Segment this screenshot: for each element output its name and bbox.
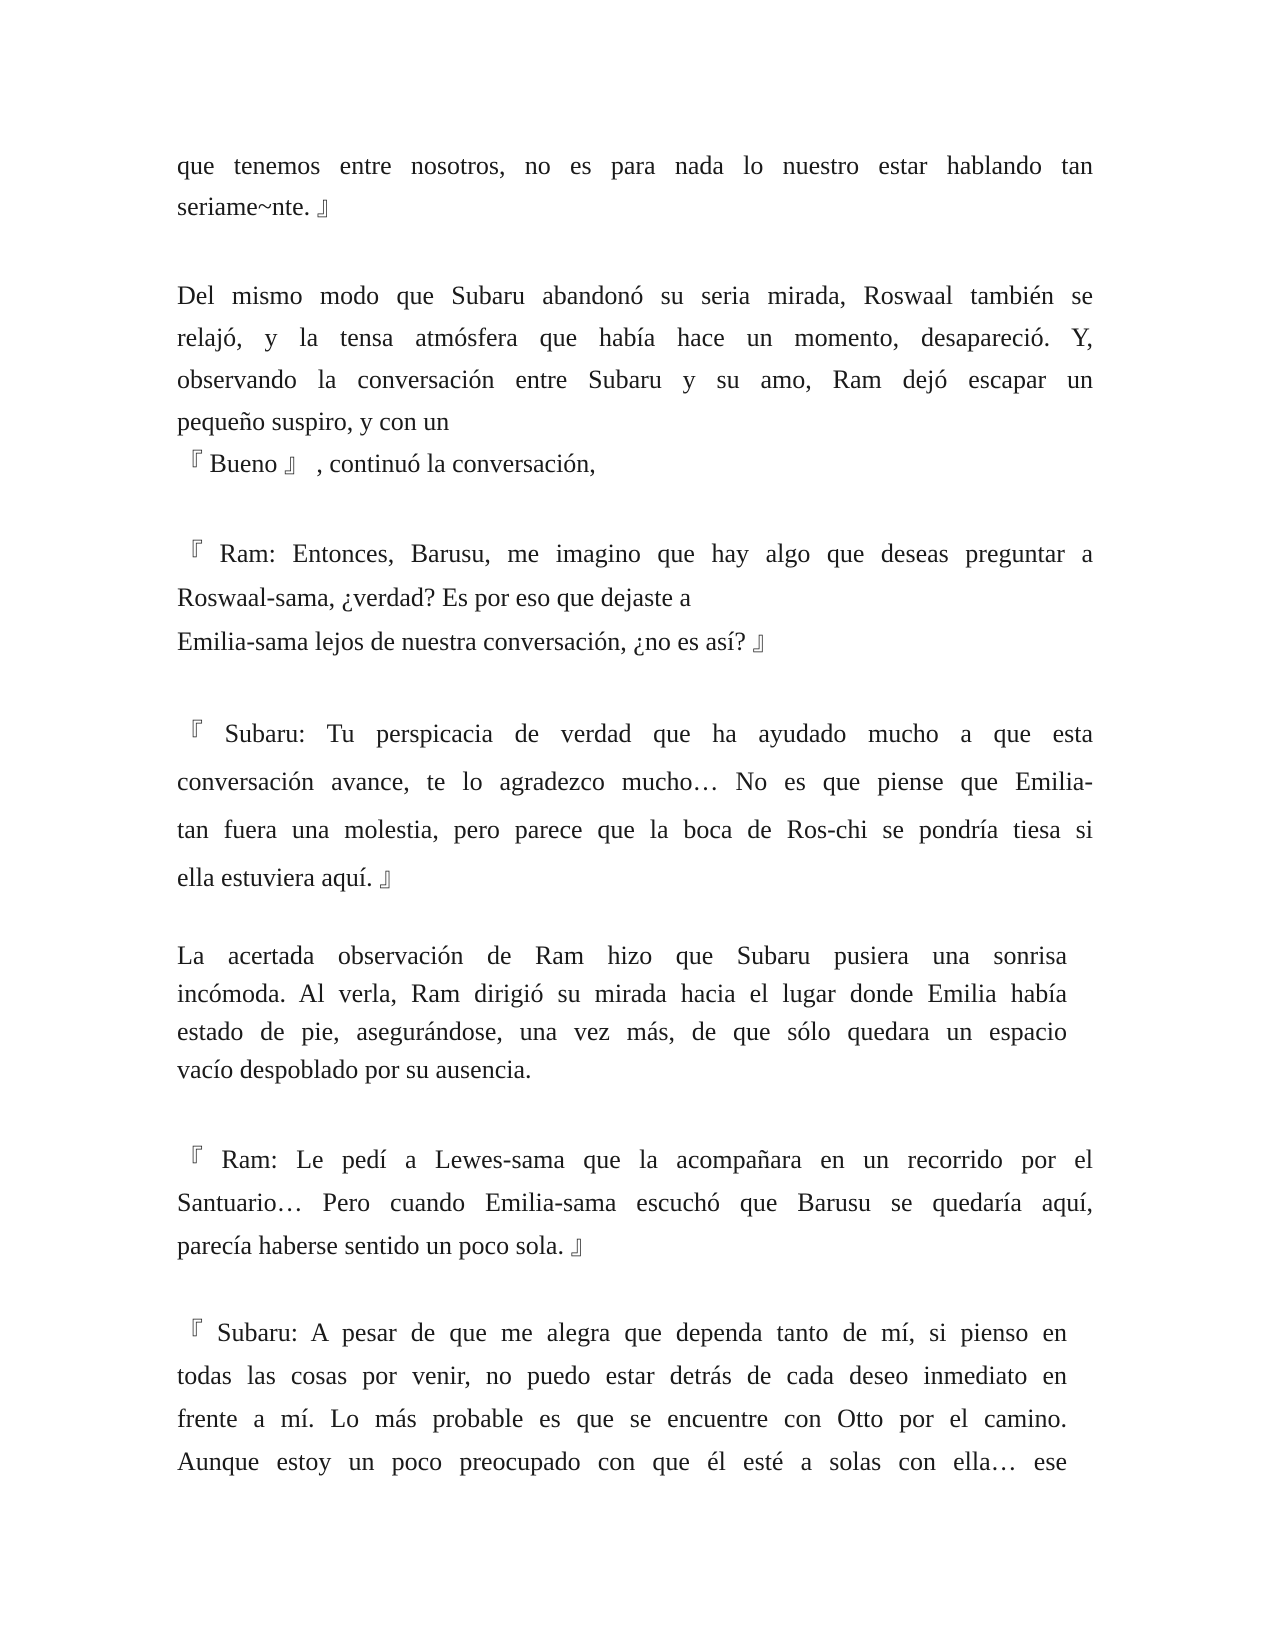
text-line: tan fuera una molestia, pero parece que la boca de Ros-chi se pondría tiesa si [177,815,1093,844]
text-line: seriame~nte. 』 [177,192,343,221]
text-line: 『 Ram: Le pedí a Lewes-sama que la acompañara en un recorrido por el [177,1145,1093,1174]
paragraph-6 [177,1138,1093,1267]
text-line: 『 Bueno 』 , continuó la conversación, [177,449,596,478]
text-line: relajó, y la tensa atmósfera que había hace un momento, desapareció. Y, [177,323,1093,352]
text-line: 『 Subaru: Tu perspicacia de verdad que ha ayudado mucho a que esta [177,719,1093,748]
text-line: conversación avance, te lo agradezco mucho… No es que piense que Emilia- [177,767,1093,796]
text-line: 『 Ram: Entonces, Barusu, me imagino que hay algo que deseas preguntar a [177,539,1093,568]
paragraph-7 [177,1311,1067,1483]
paragraph-3 [177,532,1093,664]
text-line: Roswaal-sama, ¿verdad? Es por eso que dejaste a [177,583,692,612]
text-line: que tenemos entre nosotros, no es para nada lo nuestro estar hablando tan [177,151,1093,180]
text-line: estado de pie, asegurándose, una vez más, de que sólo quedara un espacio [177,1017,1067,1046]
text-line: 『 Subaru: A pesar de que me alegra que dependa tanto de mí, si pienso en [177,1318,1067,1347]
text-line: observando la conversación entre Subaru y su amo, Ram dejó escapar un [177,365,1093,394]
text-line: Emilia-sama lejos de nuestra conversación, ¿no es así? 』 [177,627,779,656]
paragraph-2 [177,275,1093,485]
text-line: Del mismo modo que Subaru abandonó su seria mirada, Roswaal también se [177,281,1093,310]
text-line: Aunque estoy un poco preocupado con que él esté a solas con ella… ese [177,1447,1067,1476]
text-line: frente a mí. Lo más probable es que se encuentre con Otto por el camino. [177,1404,1067,1433]
text-line: pequeño suspiro, y con un [177,407,450,436]
text-line: todas las cosas por venir, no puedo estar detrás de cada deseo inmediato en [177,1361,1067,1390]
text-line: parecía haberse sentido un poco sola. 』 [177,1231,597,1260]
paragraph-5 [177,937,1067,1089]
text-line: ella estuviera aquí. 』 [177,863,406,892]
text-line: vacío despoblado por su ausencia. [177,1055,532,1084]
text-line: La acertada observación de Ram hizo que Subaru pusiera una sonrisa [177,941,1067,970]
paragraph-1 [177,145,1093,227]
text-line: incómoda. Al verla, Ram dirigió su mirada hacia el lugar donde Emilia había [177,979,1067,1008]
text-line: Santuario… Pero cuando Emilia-sama escuchó que Barusu se quedaría aquí, [177,1188,1093,1217]
paragraph-4 [177,710,1093,902]
